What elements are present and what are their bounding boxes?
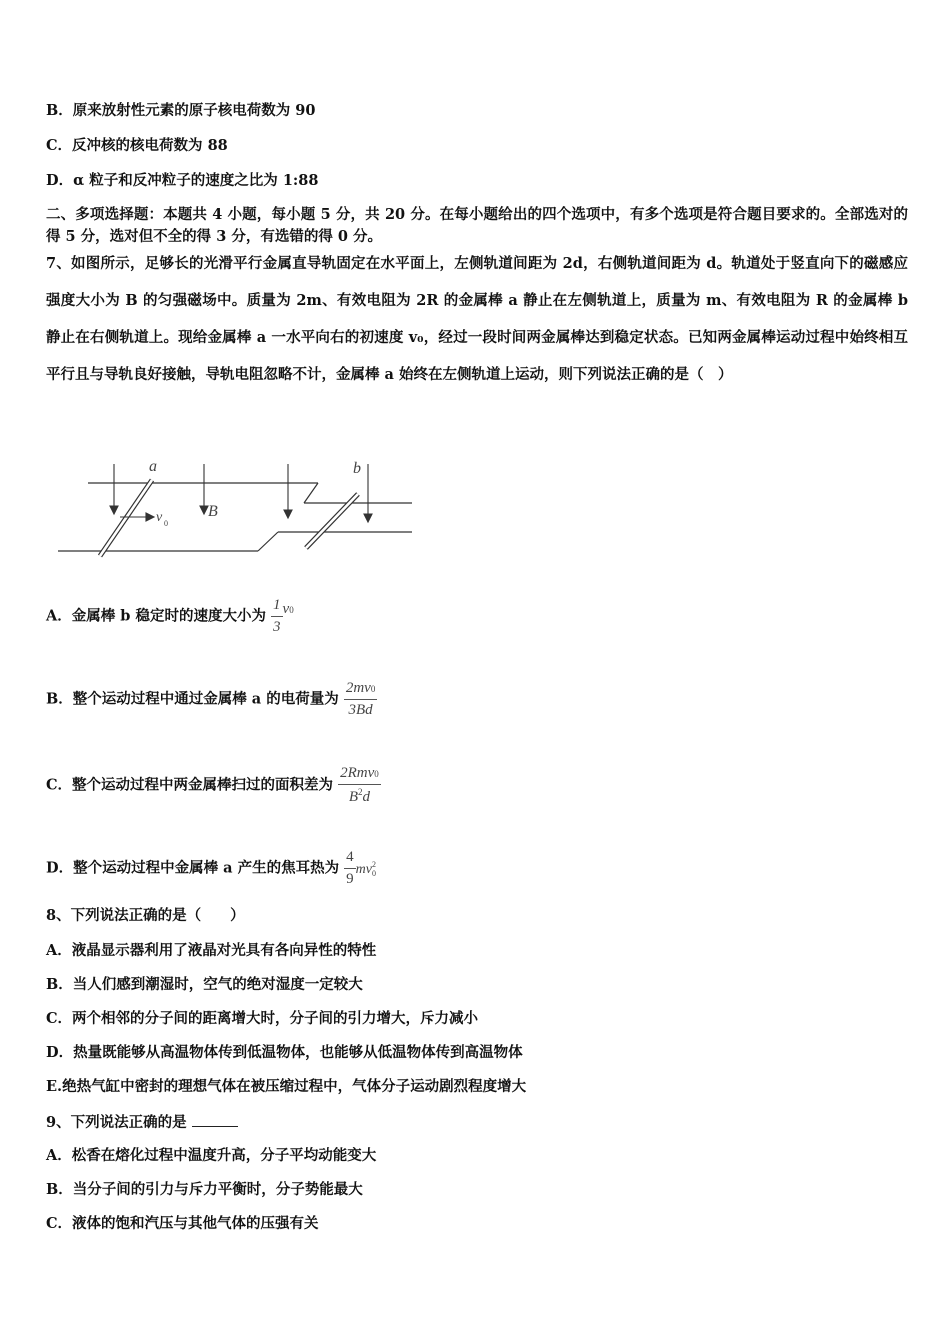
q7-circuit-diagram xyxy=(56,450,426,570)
frac-num: 2Rmv0 xyxy=(340,765,379,781)
q7-stem: 7、如图所示，足够长的光滑平行金属直导轨固定在水平面上，左侧轨道间距为 2d，右侧轨道间距为 d。轨道处于竖直向下的磁感应强度大小为 B 的匀强磁场中。质量为 2m、有效电阻为 2R 的金属棒 a 静止在左侧轨道上，质量为 m、有效电阻为 R 的金属棒 b 静止在右侧轨道上。现给金属棒 a 一水平向右的初速度 v₀，经过一段时间两金属棒达到稳定状态。已知两金属棒运动过程中始终相互平行且与导轨良好接触，导轨电阻忽略不计，金属棒 a 始终在左侧轨道上运动，则下列说法正确的是（ ） xyxy=(46,255,908,383)
q8-option-c: C．两个相邻的分子间的距离增大时，分子间的引力增大，斥力减小 xyxy=(46,1010,479,1027)
section-2-header: 二、多项选择题：本题共 4 小题，每小题 5 分，共 20 分。在每小题给出的四个选项中，有多个选项是符合题目要求的。全部选对的得 5 分，选对但不全的得 3 分，有选错的得 0 分。 xyxy=(46,206,908,245)
frac-num: 1 xyxy=(273,597,281,613)
v0-symbol: v0 xyxy=(282,600,294,617)
frac-den: 3Bd xyxy=(344,699,378,719)
rail-step-top xyxy=(304,483,318,503)
q7-option-d-text: D．整个运动过程中金属棒 a 产生的焦耳热为 xyxy=(46,859,340,877)
frac-den: $B^2d$ xyxy=(338,784,381,806)
q6-option-c: C．反冲核的核电荷数为 88 xyxy=(46,137,228,154)
q9-stem-line xyxy=(46,1114,238,1131)
answer-blank xyxy=(192,1114,238,1127)
q9-option-b: B．当分子间的引力与斥力平衡时，分子势能最大 xyxy=(46,1181,363,1198)
fraction-area xyxy=(338,765,381,806)
fraction-one-third xyxy=(271,597,283,636)
label-B: B xyxy=(208,503,218,520)
frac-den: 3 xyxy=(271,616,283,636)
rod-a xyxy=(100,480,152,556)
q7-option-d xyxy=(46,849,376,888)
q7-option-c-text: C．整个运动过程中两金属棒扫过的面积差为 xyxy=(46,776,334,794)
fraction-charge xyxy=(344,680,378,719)
rod-b xyxy=(306,494,358,548)
frac-den: 9 xyxy=(344,868,356,888)
q8-option-d: D．热量既能够从高温物体传到低温物体，也能够从低温物体传到高温物体 xyxy=(46,1044,523,1061)
label-v-sub: 0 xyxy=(164,519,168,528)
q9-option-c: C．液体的饱和汽压与其他气体的压强有关 xyxy=(46,1215,319,1232)
rail-step-bottom xyxy=(258,532,278,551)
label-b: b xyxy=(353,460,361,477)
q9-stem: 9、下列说法正确的是 xyxy=(46,1114,187,1131)
q7-option-a-text: A．金属棒 b 稳定时的速度大小为 xyxy=(46,607,266,625)
q7-option-c xyxy=(46,765,381,806)
q7-option-a xyxy=(46,597,294,636)
q6-option-d: D．α 粒子和反冲粒子的速度之比为 1:88 xyxy=(46,172,319,189)
q8-option-b: B．当人们感到潮湿时，空气的绝对湿度一定较大 xyxy=(46,976,363,993)
mv0-squared: mv 2 0 xyxy=(355,860,376,879)
label-a: a xyxy=(149,458,157,475)
label-v: v xyxy=(156,510,163,525)
frac-num: 2mv0 xyxy=(345,680,376,696)
frac-num: 4 xyxy=(346,849,354,865)
q8-stem: 8、下列说法正确的是（ ） xyxy=(46,907,245,924)
q8-option-e: E.绝热气缸中密封的理想气体在被压缩过程中，气体分子运动剧烈程度增大 xyxy=(46,1078,527,1095)
q8-option-a: A．液晶显示器利用了液晶对光具有各向异性的特性 xyxy=(46,942,377,959)
q7-option-b xyxy=(46,680,377,719)
q7-option-b-text: B．整个运动过程中通过金属棒 a 的电荷量为 xyxy=(46,690,339,708)
q6-option-b: B．原来放射性元素的原子核电荷数为 90 xyxy=(46,102,316,119)
fraction-four-ninths xyxy=(344,849,356,888)
q9-option-a: A．松香在熔化过程中温度升高，分子平均动能变大 xyxy=(46,1147,377,1164)
